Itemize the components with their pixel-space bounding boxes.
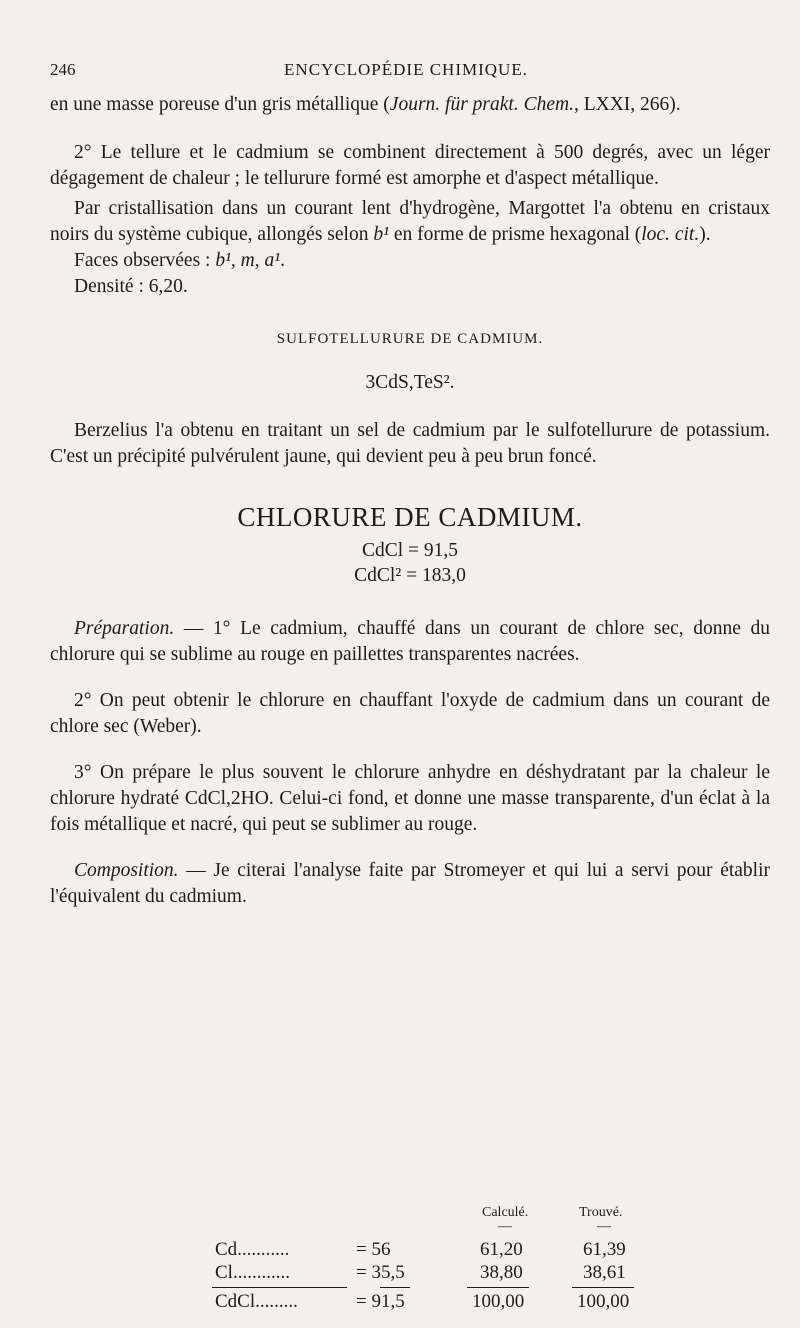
section-title-chlorure: CHLORURE DE CADMIUM. [237,502,583,532]
row-name: CdCl......... [215,1291,298,1312]
loc-cit: loc. cit. [641,224,700,245]
crystallisation-text-end: ). [699,224,711,245]
row-equivalent: = 91,5 [356,1291,405,1312]
row-trouve: 61,39 [583,1239,626,1260]
density-line: Densité : 6,20. [74,276,188,297]
intro-paragraph [50,92,770,118]
header-trouve: Trouvé. [579,1205,623,1220]
paragraph-crystallisation [50,196,770,248]
header-dash-found: — [597,1219,611,1234]
crystallisation-text: Par cristallisation dans un courant lent d'hydrogène, Margottet l'a obtenu en cristaux noirs du système cubique, allongés selon [50,198,770,245]
crystallisation-text-2: en forme de prisme hexagonal ( [388,224,642,245]
preparation-text: — 1° Le cadmium, chauffé dans un courant de chlore sec, donne du chlorure qui se sublime au rouge en paillettes transparentes nacrées. [50,618,770,665]
paragraph-berzelius: Berzelius l'a obtenu en traitant un sel de cadmium par le sulfotellurure de potassium. C'est un précipité pulvérulent jaune, qui devient peu à peu brun foncé. [50,420,770,467]
header-dash-calc: — [498,1219,512,1234]
paragraph-composition [50,858,770,910]
table-row-total [0,1291,800,1315]
formula-block-chlorure [50,538,770,588]
formula-cdcl2: CdCl² = 183,0 [354,565,466,586]
page-header [50,60,762,84]
row-trouve: 100,00 [577,1291,630,1312]
paragraph-prep-3: 3° On prépare le plus souvent le chlorure anhydre en déshydratant par la chaleur le chlorure hydraté CdCl,2HO. Celui-ci fond, et donne une masse transparente, d'un éclat à la fois métallique et nacré, qui peut se sublimer au rouge. [50,762,770,835]
row-trouve: 38,61 [583,1262,626,1283]
row-equivalent: = 56 [356,1239,391,1260]
composition-text: — Je citerai l'analyse faite par Stromeyer et qui lui a servi pour établir l'équivalent du cadmium. [50,860,770,907]
sum-rule-equivalent [380,1287,410,1288]
preparation-label: Préparation. [74,618,175,639]
header-calcule: Calculé. [482,1205,529,1220]
journal-citation: Journ. für prakt. Chem. [389,94,574,115]
page-number: 246 [50,60,76,79]
section-title-sulfotellurure: SULFOTELLURURE DE CADMIUM. [276,331,544,347]
intro-text: en une masse poreuse d'un gris métallique ( [50,94,390,115]
paragraph-combination: 2° Le tellure et le cadmium se combinent directement à 500 degrés, avec un léger dégagement de chaleur ; le tellurure formé est amorphe et d'aspect métallique. [50,142,770,189]
running-title: ENCYCLOPÉDIE CHIMIQUE. [284,60,528,79]
faces-values: b¹, m, a¹ [215,250,281,271]
faces-end: . [280,250,285,271]
paragraph-preparation [50,616,770,668]
composition-label: Composition. [74,860,179,881]
row-calcule: 38,80 [480,1262,523,1283]
row-equivalent: = 35,5 [356,1262,405,1283]
paragraph-prep-2: 2° On peut obtenir le chlorure en chauffant l'oxyde de cadmium dans un courant de chlore sec (Weber). [50,690,770,737]
row-calcule: 100,00 [472,1291,525,1312]
table-row [0,1262,800,1286]
sum-rule-found [572,1287,634,1288]
faces-line [50,248,770,274]
intro-text-end: , LXXI, 266). [573,94,681,115]
page-body [50,92,770,910]
row-calcule: 61,20 [480,1239,523,1260]
faces-label: Faces observées : [74,250,216,271]
row-name: Cd........... [215,1239,290,1260]
sum-rule-name [212,1287,347,1288]
formula-cdcl: CdCl = 91,5 [361,540,459,561]
formula-sulfotellurure: 3CdS,TeS². [365,372,455,393]
analysis-table [0,1195,800,1320]
row-name: Cl............ [215,1262,290,1283]
sum-rule-calc [467,1287,529,1288]
face-notation: b¹ [373,224,389,245]
table-row [0,1239,800,1263]
